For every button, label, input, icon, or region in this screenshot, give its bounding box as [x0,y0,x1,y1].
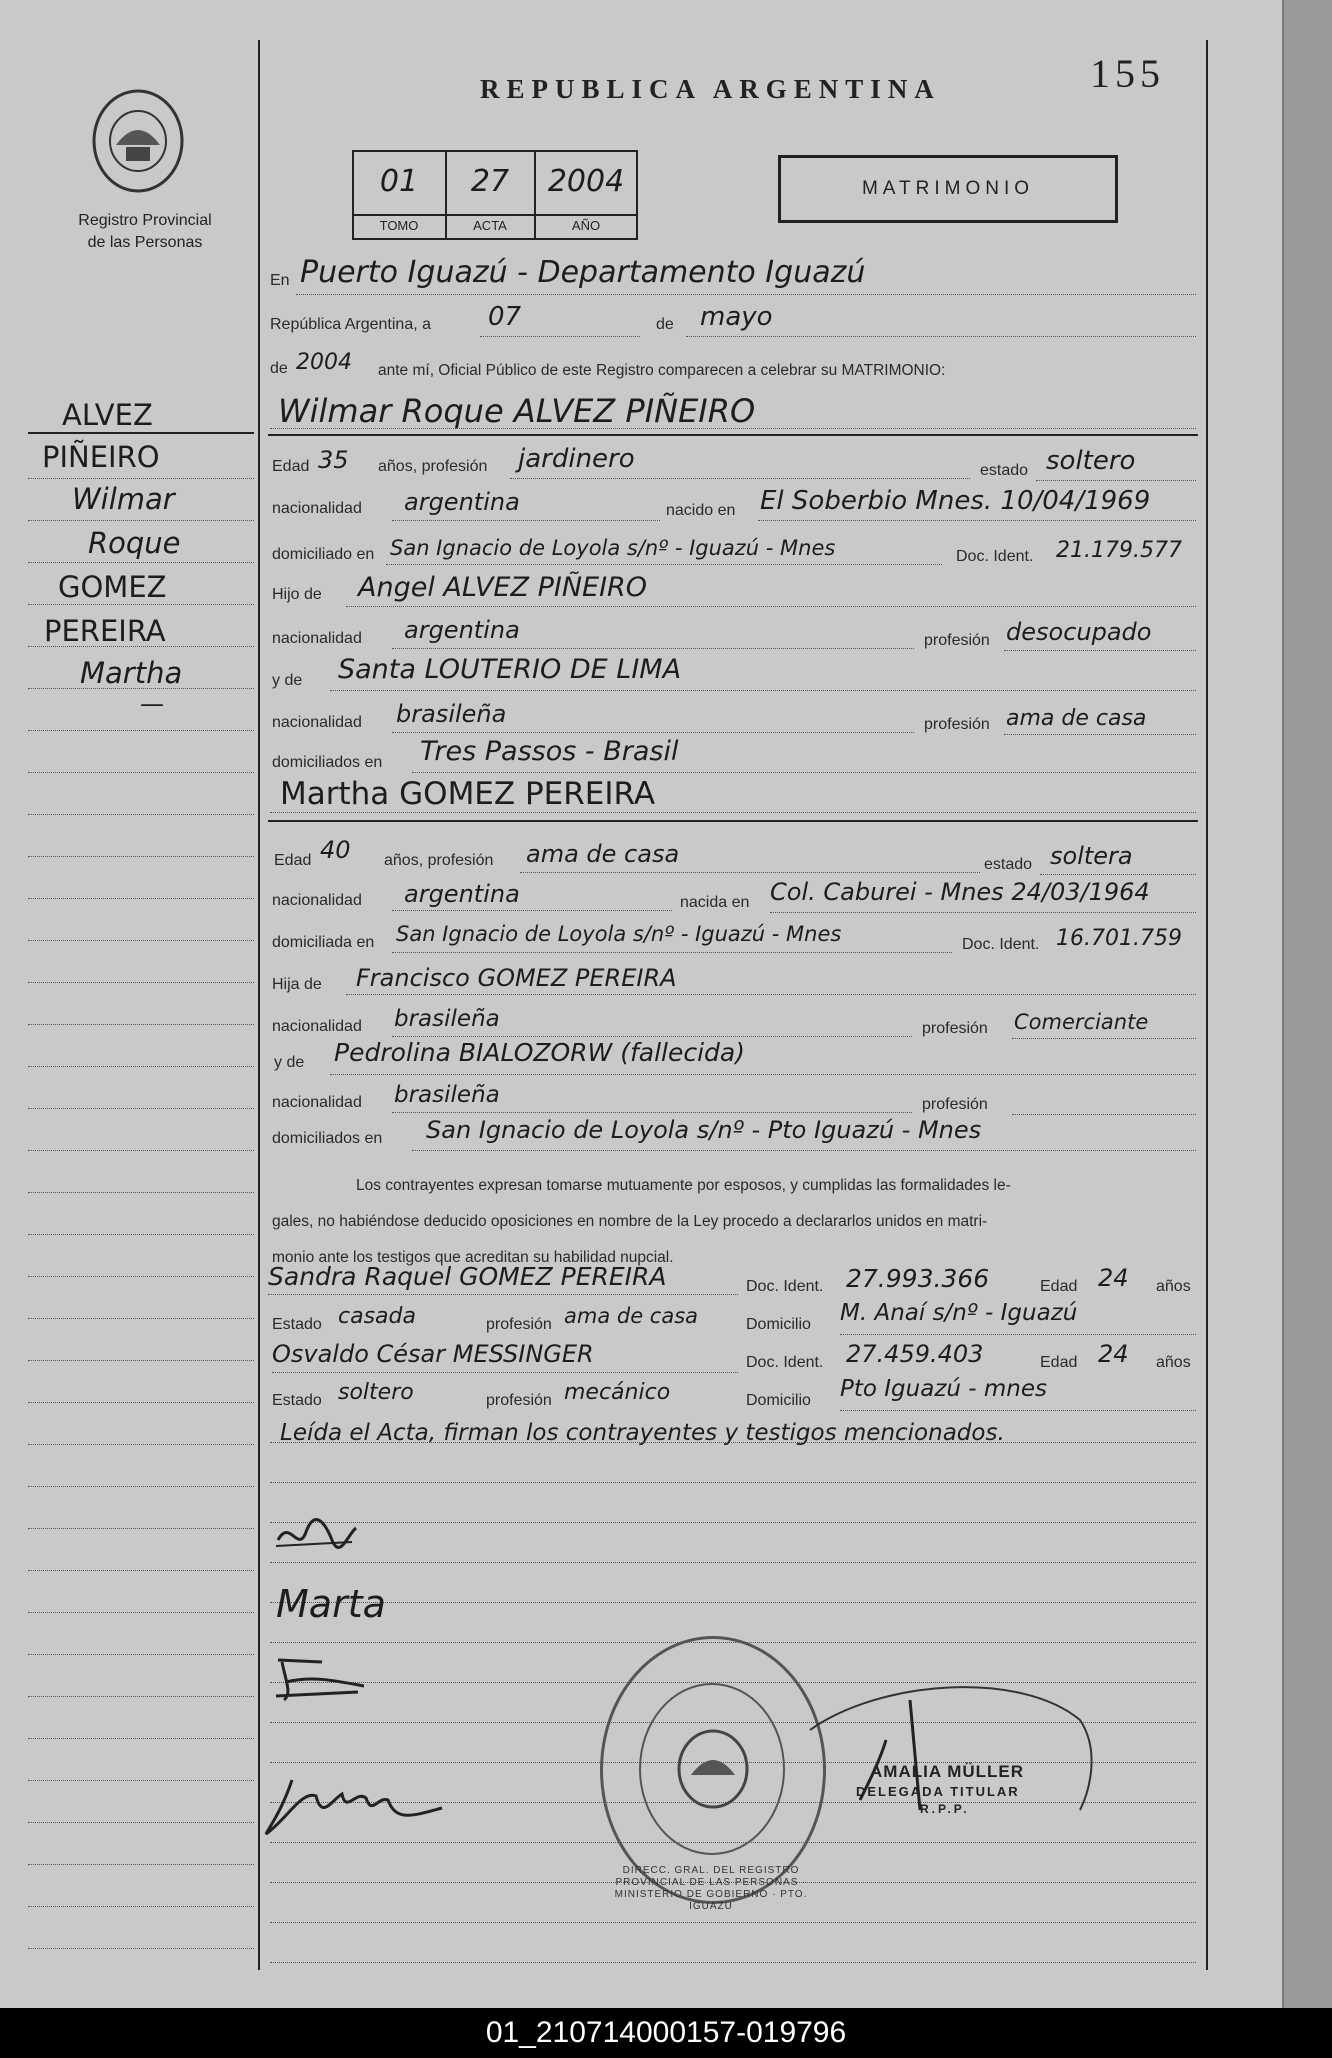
official-name: AMALIA MÜLLER [870,1762,1025,1781]
dotted-line [510,478,970,479]
groom-parents-dom: Tres Passos - Brasil [420,736,679,767]
bride-yde-label: y de [274,1054,305,1071]
dotted-line [392,520,660,521]
margin-rule [28,604,254,605]
bride-father-prof: Comerciante [1014,1010,1149,1034]
page-number: 155 [1090,51,1165,96]
margin-rule [28,814,254,815]
dotted-line [392,952,952,953]
margin-rule [28,1612,254,1613]
margin-name-2: Wilmar [72,482,175,516]
place-value: Puerto Iguazú - Departamento Iguazú [300,255,866,290]
margin-rule [28,1738,254,1739]
margin-rule [28,772,254,773]
margin-divider [258,40,260,1970]
body-rule [270,1482,1196,1483]
body-rule [270,1522,1196,1523]
ante-text: ante mí, Oficial Público de este Registro comparecen a celebrar su MATRIMONIO: [378,362,946,379]
margin-name-0: ALVEZ [62,398,153,432]
official-title: DELEGADA TITULAR [856,1784,1020,1799]
witness-1-prof-label: profesión [486,1316,552,1333]
registry-round-stamp [600,1636,826,1912]
dotted-line [296,294,1196,295]
bride-estado-label: estado [984,856,1033,873]
bride-hija-label: Hija de [272,976,322,993]
margin-rule [28,520,254,521]
margin-rule [28,856,254,857]
margin-name-1: PIÑEIRO [42,440,160,474]
witness-1-name: Sandra Raquel GOMEZ PEREIRA [268,1262,667,1291]
witness-2-estado-label: Estado [272,1392,322,1409]
margin-rule [28,1150,254,1151]
witness-2-edad-label: Edad [1040,1354,1078,1371]
groom-parents-dom-label: domiciliados en [272,754,383,771]
groom-father-prof: desocupado [1006,618,1152,646]
dotted-line [270,428,1196,429]
witness-2-profesion: mecánico [564,1380,671,1405]
margin-rule [28,1528,254,1529]
witness-2-edad: 24 [1098,1340,1129,1368]
acta-label: ACTA [473,218,507,233]
witness-1-dom-label: Domicilio [746,1316,811,1333]
margin-name-5: PEREIRA [44,614,166,648]
witness-1-doc-label: Doc. Ident. [746,1278,824,1295]
dotted-line [412,772,1196,773]
witness-1-domicilio: M. Anaí s/nº - Iguazú [840,1300,1078,1326]
declaration-line-2: gales, no habiéndose deducido oposiciones en nombre de la Ley procedo a declararlos unidos en matri- [272,1213,988,1230]
bride-profesion: ama de casa [526,840,680,868]
witness-2-anos-label: años [1156,1354,1191,1371]
signature-3-icon [272,1652,372,1708]
margin-rule [28,1066,254,1067]
dotted-line [1004,734,1196,735]
witness-2-estado: soltero [338,1380,414,1405]
dotted-line [330,690,1196,691]
republica-label: República Argentina, a [270,316,431,333]
witness-1-edad: 24 [1098,1264,1129,1292]
witness-1-anos-label: años [1156,1278,1191,1295]
margin-rule [28,1696,254,1697]
groom-father-nac-label: nacionalidad [272,630,362,647]
margin-rule [28,1486,254,1487]
dotted-line [392,648,914,649]
tomo-label: TOMO [379,218,419,233]
dotted-line [686,336,1196,337]
groom-father: Angel ALVEZ PIÑEIRO [358,572,648,603]
dotted-line [1004,650,1196,651]
dotted-line [1012,1038,1196,1039]
groom-anos-label: años, profesión [378,458,488,475]
registry-line-1: Registro Provincial [78,212,212,229]
margin-rule [28,730,254,731]
bride-father-nac: brasileña [394,1006,500,1032]
body-rule [270,1562,1196,1563]
groom-domicilio: San Ignacio de Loyola s/nº - Iguazú - Mnes [390,536,836,560]
body-rule [270,1922,1196,1923]
margin-rule [28,1234,254,1235]
margin-rule [28,940,254,941]
dotted-line [480,336,640,337]
bride-nacida-label: nacida en [680,894,750,911]
dotted-line [268,1294,738,1295]
record-type-box: MATRIMONIO [778,155,1118,223]
groom-nacido-label: nacido en [666,502,736,519]
bride-edad-label: Edad [274,852,312,869]
footer-bar [0,2008,1332,2058]
tomo-value: 01 [379,164,419,199]
bride-anos-label: años, profesión [384,852,494,869]
groom-mother-prof-label: profesión [924,716,990,733]
ano-label: AÑO [571,218,601,233]
de2-label: de [270,360,288,377]
registry-title [20,210,270,254]
dotted-line [272,1372,738,1373]
declaration-line-1: Los contrayentes expresan tomarse mutuamente por esposos, y cumplidas las formalidades le- [356,1177,1011,1194]
margin-rule [28,1276,254,1277]
bride-mother-nac-label: nacionalidad [272,1094,362,1111]
margin-name-3: Roque [88,526,181,560]
bride-parents-dom: San Ignacio de Loyola s/nº - Pto Iguazú - Mnes [426,1116,982,1144]
margin-rule [28,1024,254,1025]
day-value: 07 [488,302,522,332]
groom-yde-label: y de [272,672,303,689]
dotted-line [758,520,1196,521]
groom-nacionalidad: argentina [404,488,520,516]
witness-2-dom-label: Domicilio [746,1392,811,1409]
groom-mother: Santa LOUTERIO DE LIMA [338,654,682,685]
groom-mother-nac-label: nacionalidad [272,714,362,731]
margin-name-7: — [140,690,164,718]
margin-rule [28,478,254,479]
witness-2-domicilio: Pto Iguazú - mnes [840,1376,1048,1402]
dotted-line [392,1036,912,1037]
bride-doc-label: Doc. Ident. [962,936,1040,953]
dotted-line [392,1112,912,1113]
bride-nacida: Col. Caburei - Mnes 24/03/1964 [770,878,1150,906]
groom-name: Wilmar Roque ALVEZ PIÑEIRO [278,392,756,430]
dotted-line [270,812,1196,813]
body-rule [270,1602,1196,1603]
groom-estado: soltero [1046,446,1136,476]
groom-nac-label: nacionalidad [272,500,362,517]
witness-1-edad-label: Edad [1040,1278,1078,1295]
margin-rule [28,1192,254,1193]
margin-rule [28,1108,254,1109]
year-value: 2004 [296,350,352,375]
footer-id: 01_210714000157-019796 [485,2016,847,2049]
margin-rule [28,1570,254,1571]
witness-1-estado: casada [338,1304,416,1329]
witness-2-prof-label: profesión [486,1392,552,1409]
dotted-line [412,1150,1196,1151]
signature-4-icon [262,1770,452,1840]
month-value: mayo [700,302,773,332]
dotted-line [1036,480,1196,481]
groom-doc: 21.179.577 [1056,538,1182,563]
dotted-line [840,1334,1196,1335]
bride-mother: Pedrolina BIALOZORW (fallecida) [334,1038,745,1067]
dotted-line [330,1074,1196,1075]
groom-hijo-label: Hijo de [272,586,322,603]
margin-rule [28,1402,254,1403]
bride-edad: 40 [320,836,351,864]
dotted-line [392,732,914,733]
country-title: REPUBLICA ARGENTINA [480,74,941,104]
margin-rule [28,1906,254,1907]
groom-edad: 35 [318,446,349,474]
registry-line-2: de las Personas [87,234,203,251]
witness-1-doc: 27.993.366 [846,1264,990,1293]
bride-domicilio: San Ignacio de Loyola s/nº - Iguazú - Mnes [396,922,842,946]
dotted-line [520,872,980,873]
en-label: En [270,272,290,289]
margin-rule [28,1360,254,1361]
margin-rule [28,1822,254,1823]
dotted-line [346,606,1196,607]
binding-edge [1282,0,1332,2008]
margin-rule [28,898,254,899]
groom-mother-nac: brasileña [396,700,507,728]
groom-father-nac: argentina [404,616,520,644]
dotted-line [386,564,942,565]
stamp-legend: DIRECC. GRAL. DEL REGISTRO PROVINCIAL DE LAS PERSONAS · MINISTERIO DE GOBIERNO · PTO. IGUAZU [614,1865,808,1912]
acta-value: 27 [470,164,510,199]
groom-dom-label: domiciliado en [272,546,375,563]
record-id-box [352,150,638,240]
bride-name: Martha GOMEZ PEREIRA [280,776,656,812]
provincial-seal-icon [86,85,190,197]
declaration-line-3: monio ante los testigos que acreditan su habilidad nupcial. [272,1249,674,1266]
body-rule [270,1442,1196,1443]
margin-underline [28,432,254,434]
witness-1-estado-label: Estado [272,1316,322,1333]
margin-name-6: Martha [80,656,183,690]
bride-mother-nac: brasileña [394,1082,500,1108]
dotted-line [1040,874,1196,875]
signature-1-icon [272,1510,362,1560]
margin-name-4: GOMEZ [58,570,167,604]
ano-value: 2004 [547,164,625,199]
witness-1-profesion: ama de casa [564,1304,699,1328]
bride-father: Francisco GOMEZ PEREIRA [356,964,677,992]
section-rule [268,434,1198,436]
dotted-line [770,912,1196,913]
bride-father-prof-label: profesión [922,1020,988,1037]
official-org: R.P.P. [920,1802,970,1816]
bride-doc: 16.701.759 [1056,926,1182,951]
bride-estado: soltera [1050,842,1133,870]
bride-dom-label: domiciliada en [272,934,375,951]
margin-rule [28,1864,254,1865]
groom-edad-label: Edad [272,458,310,475]
right-border [1206,40,1208,1970]
dotted-line [840,1410,1196,1411]
margin-rule [28,1654,254,1655]
margin-rule [28,1948,254,1949]
declaration-text [272,1168,1196,1276]
section-rule [268,820,1198,822]
bride-mother-prof-label: profesión [922,1096,988,1113]
groom-profesion: jardinero [518,444,635,474]
margin-rule [28,1444,254,1445]
signature-2: Marta [276,1582,386,1626]
stamp-seal-icon [673,1727,753,1811]
groom-nacido: El Soberbio Mnes. 10/04/1969 [760,486,1151,516]
witness-2-doc-label: Doc. Ident. [746,1354,824,1371]
witness-2-name: Osvaldo César MESSINGER [272,1340,594,1368]
bride-nac-label: nacionalidad [272,892,362,909]
bride-father-nac-label: nacionalidad [272,1018,362,1035]
dotted-line [346,994,1196,995]
bride-nacionalidad: argentina [404,880,520,908]
dotted-line [1012,1114,1196,1115]
de-label: de [656,316,674,333]
margin-rule [28,1318,254,1319]
witness-2-doc: 27.459.403 [846,1340,984,1368]
bride-parents-dom-label: domiciliados en [272,1130,383,1147]
groom-mother-prof: ama de casa [1006,706,1147,731]
margin-rule [28,982,254,983]
margin-rule [28,562,254,563]
groom-doc-label: Doc. Ident. [956,548,1034,565]
closing-statement: Leída el Acta, firman los contrayentes y testigos mencionados. [280,1420,1005,1446]
groom-estado-label: estado [980,462,1029,479]
dotted-line [392,910,672,911]
margin-rule [28,1780,254,1781]
groom-father-prof-label: profesión [924,632,990,649]
body-rule [270,1962,1196,1963]
